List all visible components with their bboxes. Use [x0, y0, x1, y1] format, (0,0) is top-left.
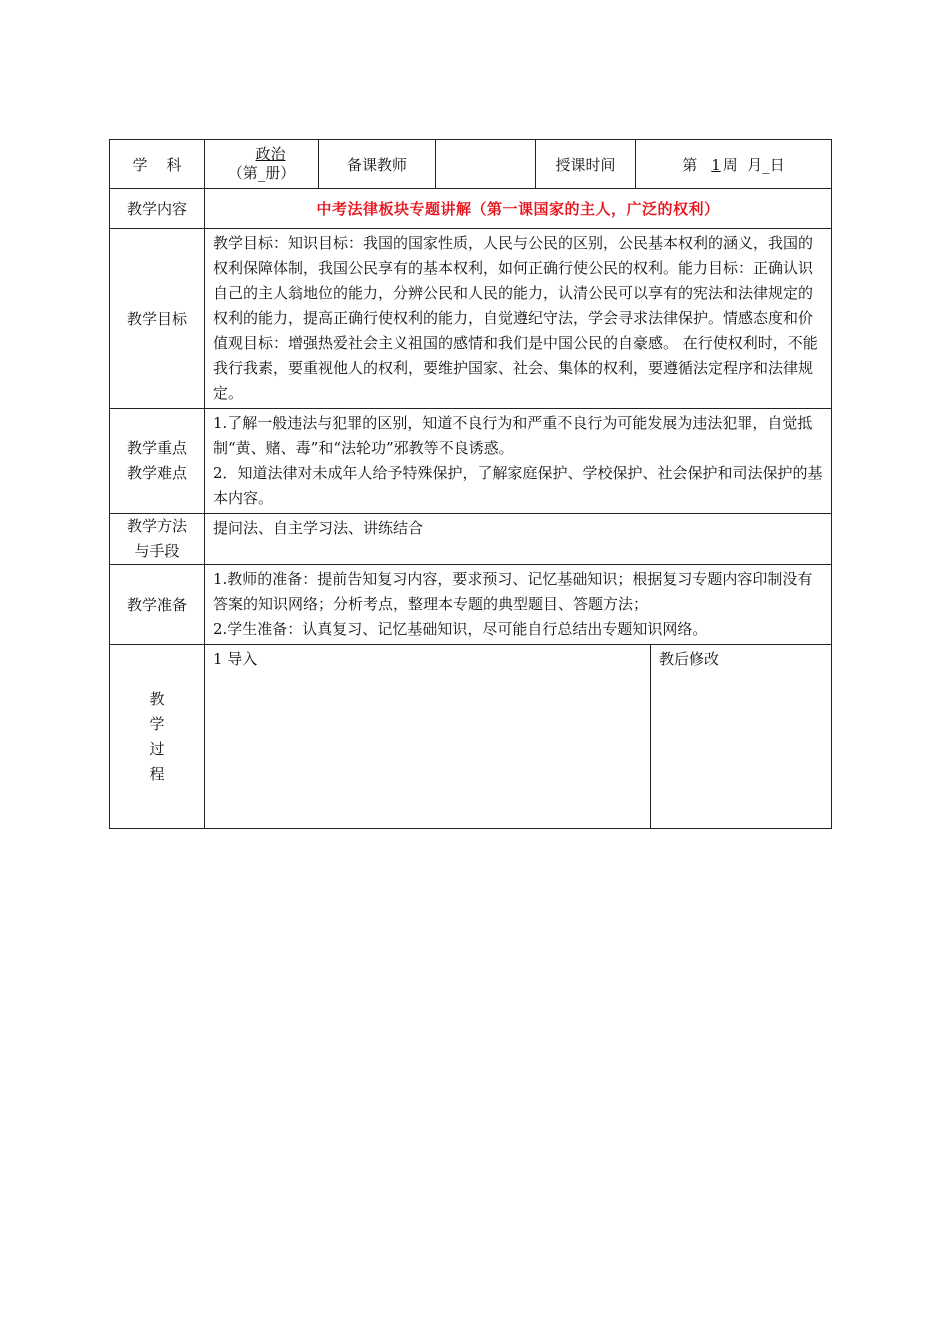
keypoints-label-2: 教学难点 [126, 464, 187, 482]
goals-row [110, 229, 832, 409]
time-label: 授课时间 [536, 140, 636, 189]
time-value [636, 140, 832, 189]
keypoints-row [110, 409, 832, 514]
prep-p2: 2.学生准备：认真复习、记忆基础知识，尽可能自行总结出专题知识网络。 [213, 620, 708, 638]
content-row [110, 189, 832, 229]
process-label-char: 程 [149, 764, 165, 783]
methods-label-2: 与手段 [134, 542, 180, 560]
goals-text: 教学目标：知识目标：我国的国家性质，人民与公民的区别，公民基本权利的涵义，我国的权利保障体制，我国公民享有的基本权利，如何正确行使公民的权利。能力目标：正确认识自己的主人翁地位的能力，分辨公民和人民的能力，认清公民可以享有的宪法和法律规定的权利的能力，提高正确行使权利的能力，自觉遵纪守法，学会寻求法律保护。情感态度和价值观目标：增强热爱社会主义祖国的感情和我们是中国公民的自豪感。 在行使权利时，不能我行我素，要重视他人的权利，要维护国家、社会、集体的权利，要遵循法定程序和法律规定。 [205, 229, 832, 409]
keypoints-label-1: 教学重点 [126, 439, 187, 457]
subject-value: 政治 [255, 145, 286, 163]
keypoints-text [205, 409, 832, 514]
methods-label-1: 教学方法 [126, 517, 187, 535]
prep-text [205, 565, 832, 645]
process-intro: 1 导入 [205, 645, 651, 829]
prep-label: 教学准备 [110, 565, 205, 645]
week-suffix: 周 月_日 [722, 155, 785, 174]
methods-row [110, 514, 832, 565]
teacher-label: 备课教师 [319, 140, 436, 189]
keypoints-label [110, 409, 205, 514]
process-row [110, 645, 832, 829]
week-prefix: 第 [682, 155, 698, 174]
lesson-plan-table [109, 139, 832, 829]
volume-value: （第_册） [227, 164, 296, 182]
subject-label: 学 科 [110, 140, 205, 189]
subject-cell [205, 140, 319, 189]
process-label-char: 学 [149, 714, 165, 733]
revise-label: 教后修改 [651, 645, 832, 829]
keypoints-p2: 2．知道法律对未成年人给予特殊保护，了解家庭保护、学校保护、社会保护和司法保护的基本内容。 [213, 464, 823, 507]
week-number: 1 [711, 155, 721, 174]
content-label: 教学内容 [110, 189, 205, 229]
methods-text: 提问法、自主学习法、讲练结合 [205, 514, 832, 565]
prep-row [110, 565, 832, 645]
methods-label [110, 514, 205, 565]
keypoints-p1: 1.了解一般违法与犯罪的区别，知道不良行为和严重不良行为可能发展为违法犯罪，自觉抵制“黄、赌、毒”和“法轮功”邪教等不良诱惑。 [213, 414, 813, 457]
lesson-title: 中考法律板块专题讲解（第一课国家的主人，广泛的权利） [205, 189, 832, 229]
process-label-char: 过 [149, 739, 165, 758]
header-row [110, 140, 832, 189]
prep-p1: 1.教师的准备：提前告知复习内容，要求预习、记忆基础知识；根据复习专题内容印制没有答案的知识网络；分析考点，整理本专题的典型题目、答题方法； [213, 570, 813, 613]
process-label-char: 教 [149, 689, 165, 708]
goals-label: 教学目标 [110, 229, 205, 409]
teacher-value [436, 140, 536, 189]
process-label [110, 645, 205, 829]
